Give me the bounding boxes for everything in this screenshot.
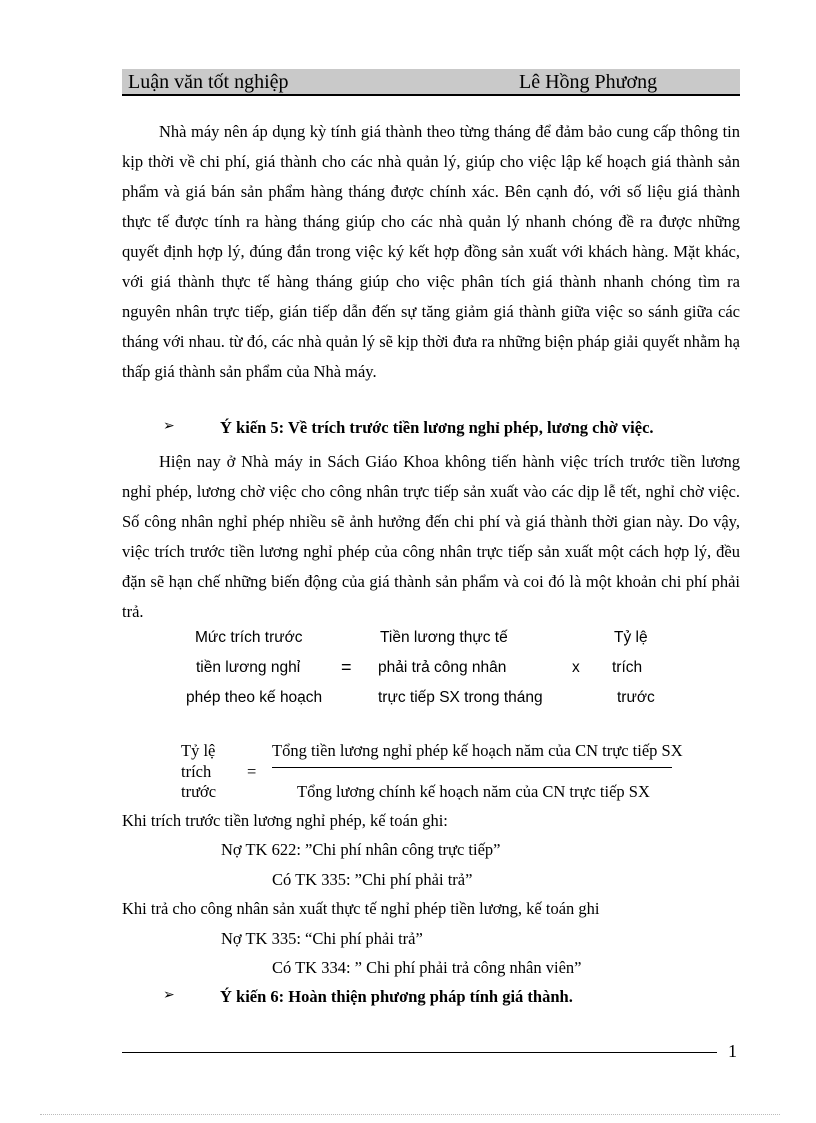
formula1-rhs-line3: trước	[617, 689, 655, 706]
formula1-lhs-line1: Mức trích trước	[195, 629, 303, 646]
arrow-bullet-icon: ➢	[163, 987, 175, 1003]
entry1-credit: Có TK 335: ”Chi phí phải trả”	[272, 870, 473, 889]
formula1-lhs-line3: phép theo kế hoạch	[186, 689, 323, 706]
formula1-mid-line2: phải trả công nhân	[378, 659, 507, 676]
paragraph-monthly-costing: Nhà máy nên áp dụng kỳ tính giá thành theo từng tháng để đảm bảo cung cấp thông tin kịp thời về chi phí, giá thành cho các nhà quản lý, giúp cho việc lập kế hoạch giá thành sản phẩm và giá bán sản phẩm hàng tháng được chính xác. Bên cạnh đó, với số liệu giá thành thực tế được tính ra hàng tháng giúp cho các nhà quản lý nhanh chóng đề ra được những quyết định hợp lý, đúng đắn trong việc ký kết hợp đồng sản xuất với khách hàng. Mặt khác, với giá thành thực tế hàng tháng giúp cho việc phân tích giá thành nhanh chóng tìm ra nguyên nhân trực tiếp, gián tiếp dẫn đến sự tăng giảm giá thành giữa việc so sánh giữa các tháng với nhau. từ đó, các nhà quản lý sẽ kịp thời đưa ra những biện pháp giải quyết nhằm hạ thấp giá thành sản phẩm của Nhà máy.	[122, 122, 740, 381]
formula1-lhs-line2: tiền lương nghỉ	[196, 659, 301, 676]
entry1-intro: Khi trích trước tiền lương nghỉ phép, kế toán ghi:	[122, 811, 448, 830]
entry1-debit: Nợ TK 622: ”Chi phí nhân công trực tiếp”	[221, 840, 501, 859]
opinion-6-text: Ý kiến 6: Hoàn thiện phương pháp tính giá thành.	[220, 987, 573, 1006]
footer-rule	[122, 1052, 717, 1053]
formula1-rhs-line2: trích	[612, 659, 643, 676]
formula2-lhs-line2: trích	[181, 762, 212, 781]
entry2-credit: Có TK 334: ” Chi phí phải trả công nhân viên”	[272, 958, 582, 977]
formula2-numerator: Tổng tiền lương nghỉ phép kế hoạch năm của CN trực tiếp SX	[272, 741, 683, 760]
formula1-mid-line1: Tiền lương thực tế	[380, 629, 508, 646]
opinion-5-text: Ý kiến 5: Về trích trước tiền lương nghỉ phép, lương chờ việc.	[220, 418, 654, 437]
formula1-multiply: x	[572, 659, 580, 676]
page-edge-dots	[40, 1114, 780, 1115]
page-header	[122, 69, 740, 96]
formula1-equals: =	[341, 657, 352, 677]
header-title: Luận văn tốt nghiệp	[128, 71, 289, 93]
formula1-mid-line3: trực tiếp SX trong tháng	[378, 689, 543, 706]
formula1-rhs-line1: Tỷ lệ	[614, 629, 648, 646]
formula2-lhs-line3: trước	[181, 782, 217, 801]
entry2-debit: Nợ TK 335: “Chi phí phải trả”	[221, 929, 423, 948]
formula2-equals: =	[247, 762, 257, 781]
page-number: 1	[728, 1041, 737, 1061]
arrow-bullet-icon: ➢	[163, 418, 175, 434]
fraction-bar	[272, 767, 672, 768]
paragraph-leave-accrual: Hiện nay ở Nhà máy in Sách Giáo Khoa không tiến hành việc trích trước tiền lương nghỉ phép, lương chờ việc cho công nhân trực tiếp sản xuất vào các dịp lễ tết, nghỉ chờ việc. Số công nhân nghỉ phép nhiều sẽ ảnh hưởng đến chi phí và giá thành thời gian này. Do vậy, việc trích trước tiền lương nghỉ phép của công nhân trực tiếp sản xuất một cách hợp lý, đều đặn sẽ hạn chế những biến động của giá thành sản phẩm và coi đó là một khoản chi phí phải trả.	[122, 452, 740, 621]
formula2-denominator: Tổng lương chính kế hoạch năm của CN trực tiếp SX	[297, 782, 650, 801]
entry2-intro: Khi trả cho công nhân sản xuất thực tế nghỉ phép tiền lương, kế toán ghi	[122, 899, 600, 918]
header-author: Lê Hồng Phương	[519, 71, 658, 93]
formula2-lhs-line1: Tỷ lệ	[181, 741, 216, 760]
